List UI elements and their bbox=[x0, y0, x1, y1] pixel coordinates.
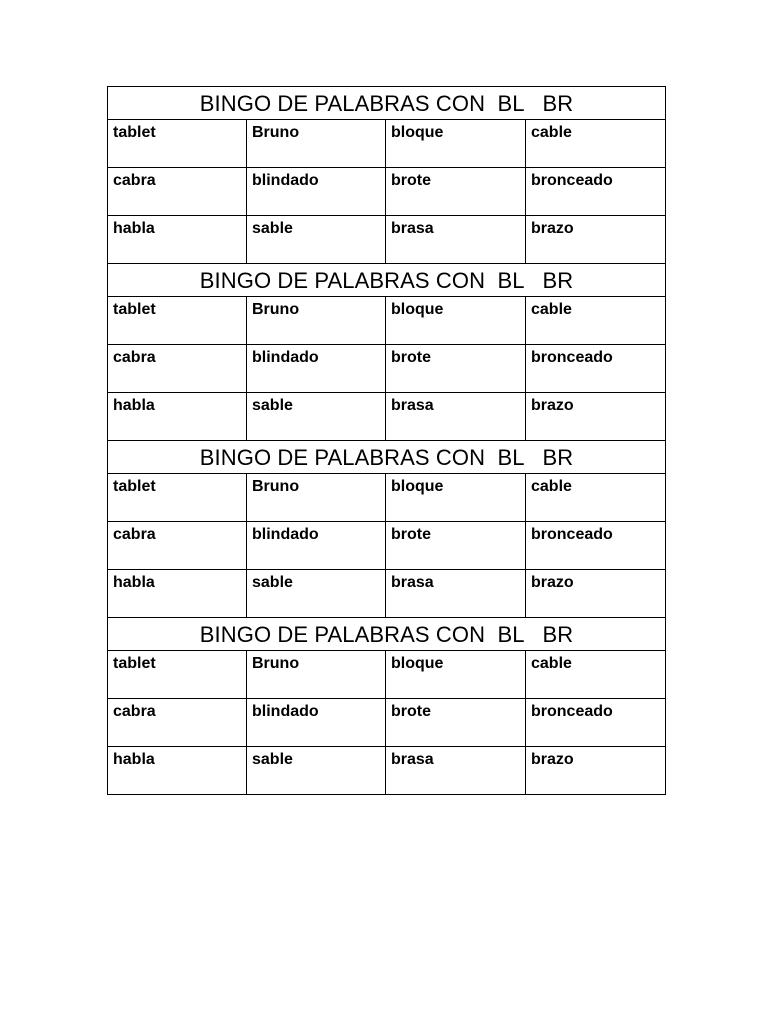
bingo-cell: brasa bbox=[386, 216, 526, 264]
bingo-cell: brasa bbox=[386, 393, 526, 441]
bingo-cell: habla bbox=[108, 747, 247, 795]
bingo-cell: cabra bbox=[108, 345, 247, 393]
bingo-card-2 bbox=[108, 264, 666, 441]
bingo-card-title: BINGO DE PALABRAS CON BL BR bbox=[108, 87, 666, 120]
bingo-cell: sable bbox=[247, 570, 386, 618]
bingo-cell: bronceado bbox=[526, 522, 666, 570]
bingo-cell: brote bbox=[386, 345, 526, 393]
bingo-cell: brote bbox=[386, 699, 526, 747]
bingo-sheet bbox=[107, 86, 666, 795]
bingo-cell: bloque bbox=[386, 651, 526, 699]
bingo-cell: cable bbox=[526, 120, 666, 168]
bingo-cell: brote bbox=[386, 168, 526, 216]
bingo-cell: brote bbox=[386, 522, 526, 570]
bingo-cell: cable bbox=[526, 297, 666, 345]
bingo-cell: sable bbox=[247, 747, 386, 795]
bingo-cell: tablet bbox=[108, 651, 247, 699]
bingo-card-title: BINGO DE PALABRAS CON BL BR bbox=[108, 264, 666, 297]
bingo-cell: cable bbox=[526, 651, 666, 699]
bingo-cell: bronceado bbox=[526, 345, 666, 393]
bingo-cell: cabra bbox=[108, 699, 247, 747]
bingo-cell: bronceado bbox=[526, 168, 666, 216]
bingo-card-4 bbox=[108, 618, 666, 795]
bingo-cell: tablet bbox=[108, 297, 247, 345]
bingo-card-title: BINGO DE PALABRAS CON BL BR bbox=[108, 441, 666, 474]
bingo-cell: blindado bbox=[247, 345, 386, 393]
bingo-cell: Bruno bbox=[247, 651, 386, 699]
bingo-cell: blindado bbox=[247, 522, 386, 570]
bingo-card-3 bbox=[108, 441, 666, 618]
bingo-cell: bronceado bbox=[526, 699, 666, 747]
bingo-cell: bloque bbox=[386, 120, 526, 168]
bingo-cell: Bruno bbox=[247, 120, 386, 168]
bingo-cell: Bruno bbox=[247, 297, 386, 345]
bingo-cell: cabra bbox=[108, 522, 247, 570]
bingo-cell: brazo bbox=[526, 570, 666, 618]
bingo-cell: brazo bbox=[526, 216, 666, 264]
bingo-cell: sable bbox=[247, 216, 386, 264]
bingo-cell: tablet bbox=[108, 120, 247, 168]
bingo-cell: blindado bbox=[247, 699, 386, 747]
bingo-cell: habla bbox=[108, 216, 247, 264]
bingo-cell: tablet bbox=[108, 474, 247, 522]
bingo-card-1 bbox=[108, 87, 666, 264]
bingo-cell: sable bbox=[247, 393, 386, 441]
bingo-cell: habla bbox=[108, 393, 247, 441]
bingo-cell: blindado bbox=[247, 168, 386, 216]
bingo-cell: cabra bbox=[108, 168, 247, 216]
bingo-grid bbox=[108, 120, 666, 264]
bingo-cell: bloque bbox=[386, 297, 526, 345]
bingo-cell: bloque bbox=[386, 474, 526, 522]
bingo-grid bbox=[108, 651, 666, 795]
bingo-cell: brasa bbox=[386, 570, 526, 618]
bingo-cell: habla bbox=[108, 570, 247, 618]
bingo-cell: Bruno bbox=[247, 474, 386, 522]
bingo-cell: brazo bbox=[526, 747, 666, 795]
bingo-grid bbox=[108, 474, 666, 618]
bingo-cell: brazo bbox=[526, 393, 666, 441]
bingo-card-title: BINGO DE PALABRAS CON BL BR bbox=[108, 618, 666, 651]
bingo-cell: brasa bbox=[386, 747, 526, 795]
bingo-cell: cable bbox=[526, 474, 666, 522]
bingo-grid bbox=[108, 297, 666, 441]
